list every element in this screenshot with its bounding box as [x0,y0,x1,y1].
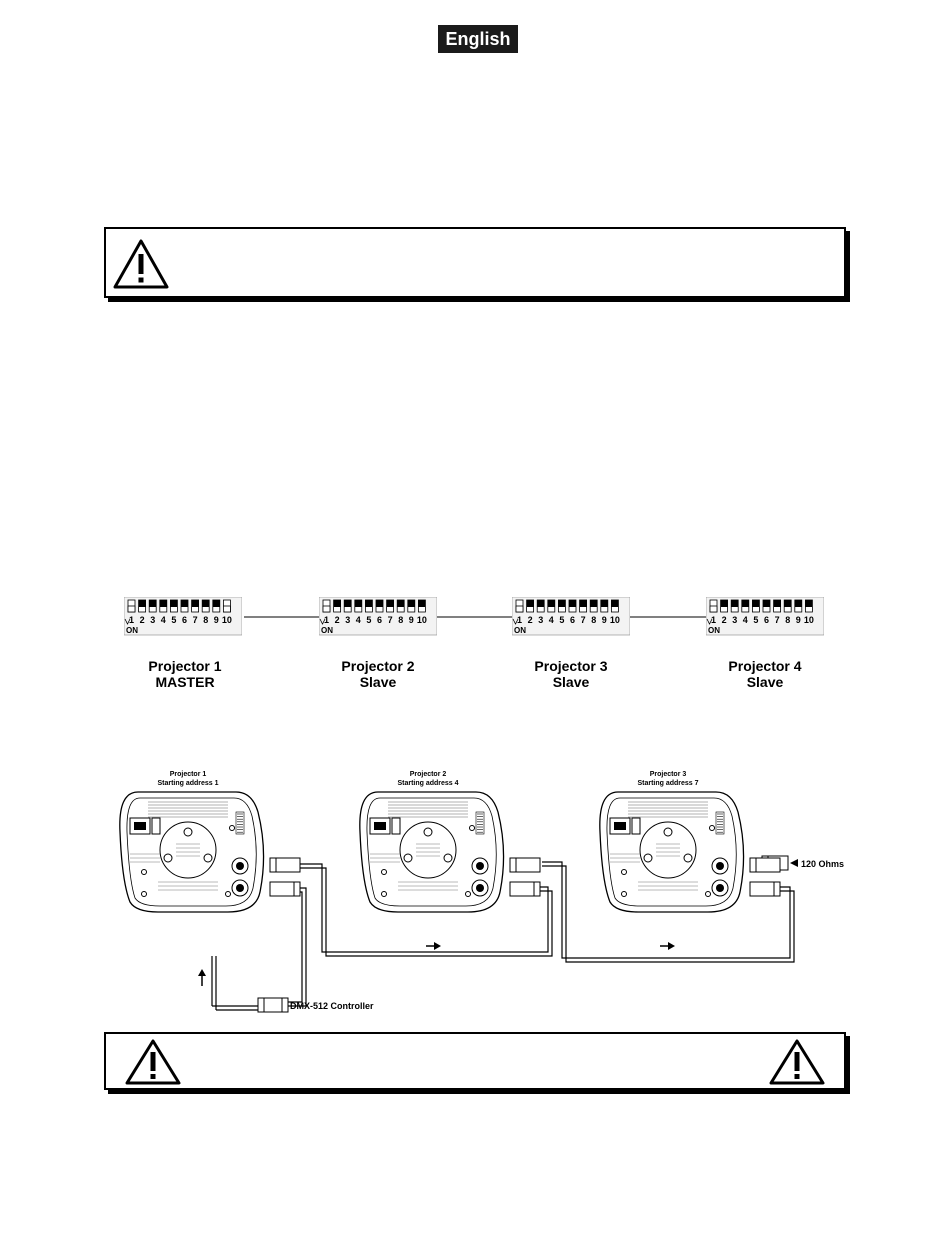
dip-switch-projector-1 [124,597,242,637]
dip-number: 10 [221,615,232,625]
dip-on-label: ON [321,626,333,635]
projector-name: Projector 3 [649,771,687,778]
dip-number: 4 [742,615,748,625]
dip-number: 2 [721,615,727,625]
warning-triangle-icon [124,1038,182,1086]
dip-number: 5 [171,615,177,625]
dip-label-role: Slave [359,674,397,690]
dip-number: 3 [345,615,351,625]
dip-label-projector-1 [115,658,255,690]
dip-number: 8 [398,615,404,625]
dip-label-role: Slave [552,674,590,690]
projector-unit-3 [600,771,780,912]
dip-number: 10 [803,615,814,625]
dip-number: 9 [408,615,414,625]
dip-number: 1 [516,615,523,625]
dip-number: 10 [609,615,620,625]
warning-triangle-icon [768,1038,826,1086]
dip-switch-projector-2 [319,597,437,637]
dip-number: 1 [323,615,330,625]
controller-connector [258,998,288,1012]
dip-number: 5 [559,615,565,625]
projector-unit-1 [120,771,300,912]
dip-label-projector-4 [695,658,835,690]
dip-number: 8 [591,615,597,625]
dip-number: 8 [203,615,209,625]
dip-number: 2 [139,615,145,625]
dip-number: 9 [795,615,801,625]
dip-number: 3 [538,615,544,625]
dip-label-title: Projector 1 [148,658,222,674]
dip-number: 6 [763,615,770,625]
dip-number: 4 [548,615,554,625]
dip-on-label: ON [514,626,526,635]
dip-switch-projector-4 [706,597,824,637]
dip-label-title: Projector 2 [341,658,415,674]
projector-unit-2 [360,771,540,912]
dip-label-role: MASTER [155,674,215,690]
dip-number: 3 [732,615,738,625]
warning-box-bottom [104,1032,846,1090]
dip-switch-projector-3 [512,597,630,637]
projector-name: Projector 1 [169,771,207,778]
dmx-wiring-diagram [100,762,860,1022]
dip-number: 7 [580,615,586,625]
dip-number: 10 [416,615,427,625]
dip-number: 7 [774,615,780,625]
dip-number: 6 [376,615,383,625]
dip-number: 4 [160,615,166,625]
dip-on-label: ON [126,626,138,635]
dip-number: 1 [710,615,717,625]
dip-label-projector-3 [501,658,641,690]
language-badge: English [438,25,518,53]
dip-number: 4 [355,615,361,625]
dip-label-projector-2 [308,658,448,690]
dip-number: 5 [366,615,372,625]
signal-arrow-up [198,969,206,986]
projector-address: Starting address 7 [637,780,699,787]
dip-number: 9 [601,615,607,625]
dip-number: 5 [753,615,759,625]
dip-number: 1 [128,615,135,625]
dip-on-label: ON [708,626,720,635]
controller-label: DMX-512 Controller [290,1001,374,1011]
dip-number: 6 [181,615,188,625]
dip-number: 2 [334,615,340,625]
dip-number: 7 [192,615,198,625]
dip-label-title: Projector 3 [534,658,608,674]
signal-arrow-right-2 [660,942,675,950]
dip-number: 9 [213,615,219,625]
dip-number: 7 [387,615,393,625]
dip-number: 8 [785,615,791,625]
projector-address: Starting address 4 [397,780,459,787]
projector-address: Starting address 1 [157,780,219,787]
projector-name: Projector 2 [409,771,447,778]
dip-number: 3 [150,615,156,625]
signal-arrow-right-1 [426,942,441,950]
dip-number: 2 [527,615,533,625]
dip-label-role: Slave [746,674,784,690]
terminator-label: 120 Ohms [801,859,845,869]
dip-label-title: Projector 4 [728,658,802,674]
dip-number: 6 [569,615,576,625]
